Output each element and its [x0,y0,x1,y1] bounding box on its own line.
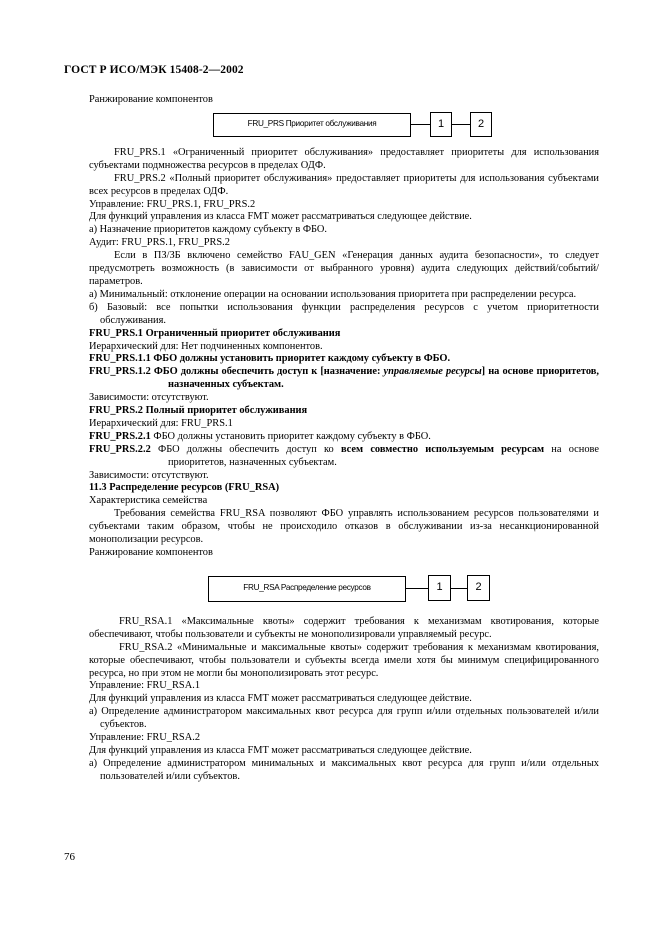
prs1-element-2 [89,366,599,392]
element-text: ] на основе приоритетов, назначенных субъектам. [168,366,599,391]
element-text: ФБО должны установить приоритет каждому субъекту в ФБО. [153,353,451,365]
rsa2-management-intro: Для функций управления из класса FMT может рассматриваться следующее действие. [89,744,472,756]
connector-line [451,588,467,589]
rsa-family-behaviour: Характеристика семейства [89,495,208,507]
connector-line [406,588,428,589]
element-text: ФБО должны обеспечить доступ ко [157,443,341,455]
rsa-leveling-diagram [89,560,599,610]
rsa2-management: Управление: FRU_RSA.2 [89,732,201,744]
element-id: FRU_PRS.2.2 [89,443,151,455]
prs2-element-1 [89,431,599,444]
prs1-component-title: FRU_PRS.1 Ограниченный приоритет обслуживания [89,327,341,339]
page-number: 76 [64,851,75,863]
component-2-box: 2 [470,112,492,137]
element-id: FRU_PRS.2.1 [89,430,151,442]
element-text: ФБО должны установить приоритет каждому субъекту в ФБО. [153,430,431,442]
rsa1-management-intro: Для функций управления из класса FMT может рассматриваться следующее действие. [89,693,472,705]
component-1-box: 1 [430,112,452,137]
prs-leveling-diagram [89,107,599,147]
prs-management-item-a: а) Назначение приоритетов каждому субъекту в ФБО. [89,224,328,236]
prs-management: Управление: FRU_PRS.1, FRU_PRS.2 [89,198,256,210]
prs-family-box: FRU_PRS Приоритет обслуживания [213,113,411,137]
component-2-box: 2 [467,575,490,601]
assignment-text: управляемые ресурсы [383,366,482,378]
prs2-description: FRU_PRS.2 «Полный приоритет обслуживания» предоставляет приоритеты для использования субъектами всех ресурсов в пределах ОДФ. [89,172,599,197]
page-content [89,94,599,784]
leveling-heading: Ранжирование компонентов [89,94,213,105]
element-text: ФБО должны обеспечить доступ к [назначение: [153,366,384,378]
prs1-element-1 [89,353,599,366]
prs-audit: Аудит: FRU_PRS.1, FRU_PRS.2 [89,237,230,249]
standard-header: ГОСТ Р ИСО/МЭК 15408-2—2002 [64,64,244,76]
rsa1-description: FRU_RSA.1 «Максимальные квоты» содержит требования к механизмам квотирования, которые обеспечивают, чтобы пользователи и субъекты не монополизировали управляемый ресурс. [89,615,599,640]
prs-management-intro: Для функций управления из класса FMT может рассматриваться следующее действие. [89,211,472,223]
prs2-component-title: FRU_PRS.2 Полный приоритет обслуживания [89,405,308,417]
prs2-dependencies: Зависимости: отсутствуют. [89,469,209,481]
rsa1-management: Управление: FRU_RSA.1 [89,680,201,692]
element-text: на основе приоритетов, назначенных субъектам. [168,443,599,468]
component-1-box: 1 [428,575,451,601]
rsa-leveling-heading: Ранжирование компонентов [89,547,213,558]
element-id: FRU_PRS.1.1 [89,353,151,365]
prs1-description: FRU_PRS.1 «Ограниченный приоритет обслуживания» предоставляет приоритеты для использования субъектами подмножества ресурсов в пределах ОДФ. [89,146,599,171]
rsa-family-box: FRU_RSA Распределение ресурсов [208,576,406,602]
prs-audit-item-b: б) Базовый: все попытки использования функции распределения ресурсов с учетом приоритетности обслуживания. [89,301,599,326]
connector-line [452,124,470,125]
prs2-hierarchical: Иерархический для: FRU_PRS.1 [89,417,233,429]
refinement-text: всем совместно используемым ресурсам [340,443,545,455]
prs-audit-intro: Если в ПЗ/ЗБ включено семейство FAU_GEN «Генерация данных аудита безопасности», то следует предусмотреть возможность (в зависимости от выбранного уровня) аудита следующих действий/событий/параметров. [89,250,599,287]
rsa-section-title: 11.3 Распределение ресурсов (FRU_RSA) [89,482,280,494]
connector-line [411,124,430,125]
prs2-element-2 [89,444,599,470]
prs-audit-item-a: а) Минимальный: отклонение операции на основании использования приоритета при распределении ресурса. [89,288,577,300]
rsa2-description: FRU_RSA.2 «Минимальные и максимальные квоты» содержит требования к механизмам квотирования, которые обеспечивают, чтобы пользователи и субъекты всегда имели хотя бы минимум специфицированного ресурса, но при этом не могли бы монополизировать этот ресурс. [89,641,599,679]
rsa1-management-item-a: а) Определение администратором максимальных квот ресурса для групп и/или отдельных пользователей и/или субъектов. [89,706,599,731]
rsa-family-text: Требования семейства FRU_RSA позволяют ФБО управлять использованием ресурсов пользователями и субъектами таким образом, чтобы не происходило отказов в обслуживании из-за несанкционированной монополизации ресурсов. [89,508,599,546]
element-id: FRU_PRS.1.2 [89,366,151,378]
rsa2-management-item-a: а) Определение администратором минимальных и максимальных квот ресурса для групп и/или отдельных пользователей и/или субъектов. [89,757,599,782]
prs1-dependencies: Зависимости: отсутствуют. [89,392,209,404]
prs1-hierarchical: Иерархический для: Нет подчиненных компонентов. [89,340,323,352]
